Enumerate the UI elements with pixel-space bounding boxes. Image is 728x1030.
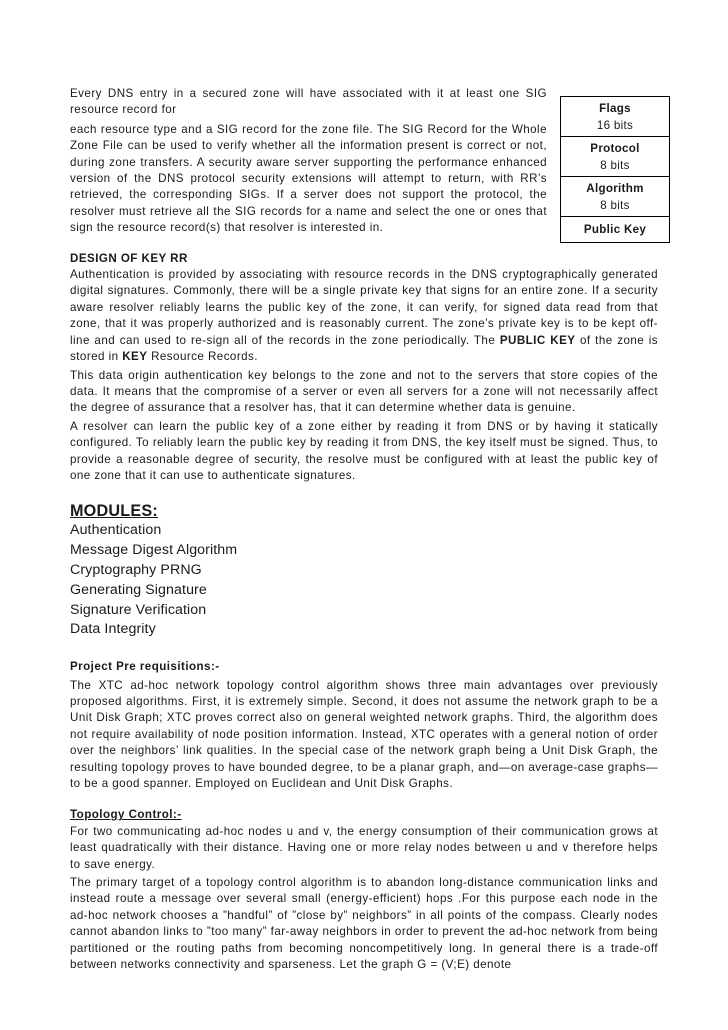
module-item: Data Integrity	[70, 621, 156, 638]
bold-public-key: PUBLIC KEY	[499, 333, 576, 347]
key-rr-paragraph-3: A resolver can learn the public key of a zone either by reading it from DNS or by having it statically configured. To reliably learn the public key by reading it from DNS, the key itself must be signed. Thus, to provide a reasonable degree of security, the resolve must be configured with at least the public key of one zone that it can use to authenticate signatures.	[70, 419, 658, 482]
field-size: 16 bits	[596, 119, 634, 132]
text-run: Authentication is provided by associating with resource records in the DNS cryptographically generated digital signatures. Commonly, there will be a single private key that signs for an entire zone. If a security aware resolver reliably learns the public key of the zone, it can verify, for signed data read from that zone, that it was properly authorized and is reasonably current. The zone’s private key is to be kept off-line and can used to re-sign all of the records in the zone periodically. The	[70, 268, 658, 347]
prereq-heading: Project Pre requisitions:-	[70, 660, 220, 674]
field-size: 8 bits	[600, 159, 630, 172]
bold-key: KEY	[122, 350, 148, 364]
sig-paragraph-2: each resource type and a SIG record for the zone file. The SIG Record for the Whole Zone File can be used to verify whether all the information present is correct or not, during zone transfers. A security aware server supporting the performance enhanced version of the DNS protocol security extensions will attempt to return, with RR’s retrieved, the corresponding SIGs. If a server does not support the protocol, the resolver must retrieve all the SIG records for a name and select the one or ones that sign the resource record(s) that resolver is interested in.	[70, 122, 547, 235]
module-item: Message Digest Algorithm	[70, 542, 238, 559]
key-rr-paragraph-1	[70, 267, 658, 365]
modules-list	[70, 521, 658, 640]
prereq-paragraph: The XTC ad-hoc network topology control algorithm shows three main advantages over previously proposed algorithms. First, it is extremely simple. Second, it does not assume the network graph to be a Unit Disk Graph; XTC proves correct also on general weighted network graphs. Third, the algorithm does not require availability of node position information. Instead, XTC operates with a general notion of order over the neighbors’ link qualities. In the special case of the network graph being a Unit Disk Graph, the resulting topology proves to have bounded degree, to be a planar graph, and—on average-case graphs—to be a good spanner. Employed on Euclidean and Unit Disk Graphs.	[70, 678, 658, 790]
module-item: Authentication	[70, 522, 162, 539]
module-item: Signature Verification	[70, 601, 207, 618]
field-name: Algorithm	[586, 182, 644, 195]
text-run: of the zone is stored in	[70, 333, 658, 364]
document-page	[70, 86, 658, 973]
field-name: Public Key	[583, 223, 647, 236]
module-item: Generating Signature	[70, 581, 207, 598]
module-item: Cryptography PRNG	[70, 561, 202, 578]
text-run: Resource Records.	[147, 350, 258, 364]
sig-paragraph-1: Every DNS entry in a secured zone will have associated with it at least one SIG resource record for	[70, 87, 547, 117]
modules-heading: MODULES:	[70, 502, 158, 521]
sig-section	[70, 86, 547, 237]
field-name: Flags	[599, 102, 631, 115]
key-rr-heading: DESIGN OF KEY RR	[70, 251, 188, 265]
field-name: Protocol	[590, 142, 640, 155]
key-rr-paragraph-2: This data origin authentication key belongs to the zone and not to the servers that store copies of the data. It means that the compromise of a server or even all servers for a zone will not necessarily affect the degree of assurance that a resolver has, that it can determine whether data is genuine.	[70, 368, 658, 415]
topology-heading: Topology Control:-	[70, 808, 182, 822]
topology-paragraph-1: For two communicating ad-hoc nodes u and v, the energy consumption of their communication grows at least quadratically with their distance. Having one or more relay nodes between u and v therefore helps to save energy.	[70, 824, 658, 871]
field-size: 8 bits	[600, 199, 630, 212]
topology-paragraph-2: The primary target of a topology control algorithm is to abandon long-distance communication links and instead route a message over several small (energy-efficient) hops .For this purpose each node in the ad-hoc network chooses a ”handful” of ”close by” neighbors” in all points of the compass. Clearly nodes cannot abandon links to ”too many” far-away neighbors in order to prevent the ad-hoc network from being partitioned or the routing paths from becoming noncompetitively long. In general there is a trade-off between networks connectivity and sparseness. Let the graph G = (V;E) denote	[70, 876, 658, 972]
